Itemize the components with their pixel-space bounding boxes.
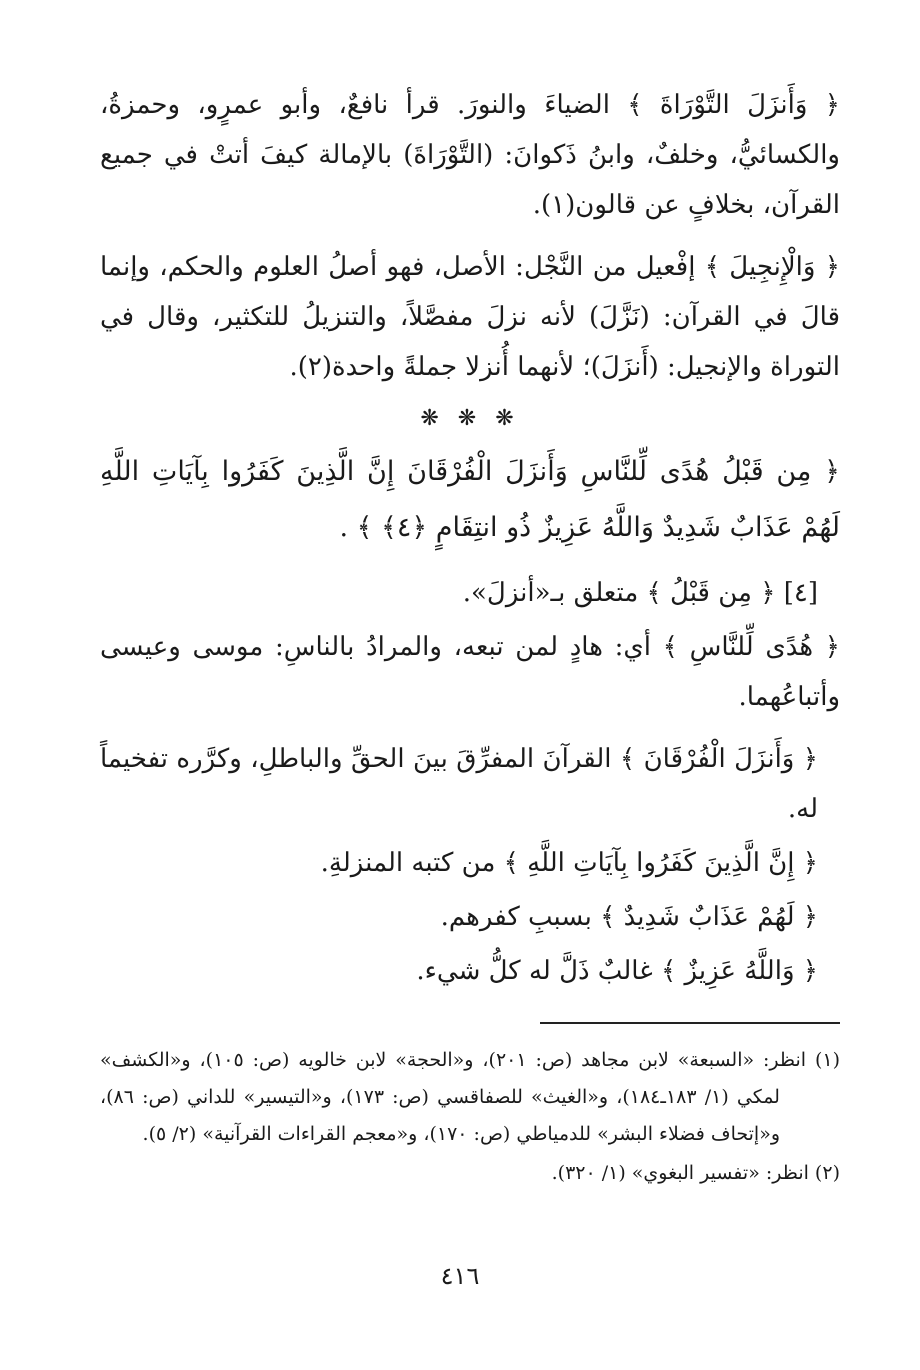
page-body <box>100 80 840 1194</box>
commentary-line: ﴿ وَاللَّهُ عَزِيزٌ ﴾ غالبٌ ذَلَّ له كلُّ شيء. <box>416 956 818 986</box>
commentary-paragraph: ﴿ هُدًى لِّلنَّاسِ ﴾ أي: هادٍ لمن تبعه، والمرادُ بالناسِ: موسى وعيسى وأتباعُهما. <box>100 632 840 712</box>
footnote-1: (١) انظر: «السبعة» لابن مجاهد (ص: ٢٠١)، و«الحجة» لابن خالويه (ص: ١٠٥)، و«الكشف» لمكي (١/ ١٨٣ـ١٨٤)، و«الغيث» للصفاقسي (ص: ١٧٣)، و«التيسير» للداني (ص: ٨٦)، و«إتحاف فضلاء البشر» للدمياطي (ص: ١٧٠)، و«معجم القراءات القرآنية» (٢/ ٥). <box>100 1049 841 1145</box>
commentary-line: ﴿ وَأَنزَلَ الْفُرْقَانَ ﴾ القرآنَ المفرِّقَ بينَ الحقِّ والباطلِ، وكرَّره تفخيماً له. <box>100 744 818 824</box>
commentary-line: ﴿ لَهُمْ عَذَابٌ شَدِيدٌ ﴾ بسببِ كفرهم. <box>440 902 818 932</box>
quran-verse: ﴿ مِن قَبْلُ هُدًى لِّلنَّاسِ وَأَنزَلَ الْفُرْقَانَ إِنَّ الَّذِينَ كَفَرُوا بِآيَاتِ اللَّهِ لَهُمْ عَذَابٌ شَدِيدٌ وَاللَّهُ عَزِيزٌ ذُو انتِقَامٍ ﴿٤﴾ ﴾ . <box>100 456 840 543</box>
section-separator: ❋ ❋ ❋ <box>420 406 520 431</box>
paragraph-injil: ﴿ وَالْإِنجِيلَ ﴾ إفْعيل من النَّجْل: الأصل، فهو أصلُ العلوم والحكم، وإنما قالَ في القرآن: (نَزَّلَ) لأنه نزلَ مفصَّلاً، والتنزيلُ للتكثير، وقال في التوراة والإنجيل: (أَنزَلَ)؛ لأنهما أُنزلا جملةً واحدة(٢). <box>100 252 840 382</box>
verse-note: [٤] ﴿ مِن قَبْلُ ﴾ متعلق بـ«أنزلَ». <box>462 578 818 608</box>
footnotes <box>100 1042 840 1192</box>
footnote-divider <box>540 1022 840 1024</box>
page-number: ٤١٦ <box>440 1262 480 1290</box>
commentary-line: ﴿ إِنَّ الَّذِينَ كَفَرُوا بِآيَاتِ اللَّهِ ﴾ من كتبه المنزلةِ. <box>320 848 818 878</box>
footnote-2: (٢) انظر: «تفسير البغوي» (١/ ٣٢٠). <box>551 1162 840 1184</box>
paragraph-torah: ﴿ وَأَنزَلَ التَّوْرَاةَ ﴾ الضياءَ والنورَ. قرأ نافعٌ، وأبو عمرٍو، وحمزةُ، والكسائيُّ، وخلفٌ، وابنُ ذَكوانَ: (التَّوْرَاةَ) بالإمالة كيفَ أتتْ في جميع القرآن، بخلافٍ عن قالون(١). <box>100 90 840 220</box>
